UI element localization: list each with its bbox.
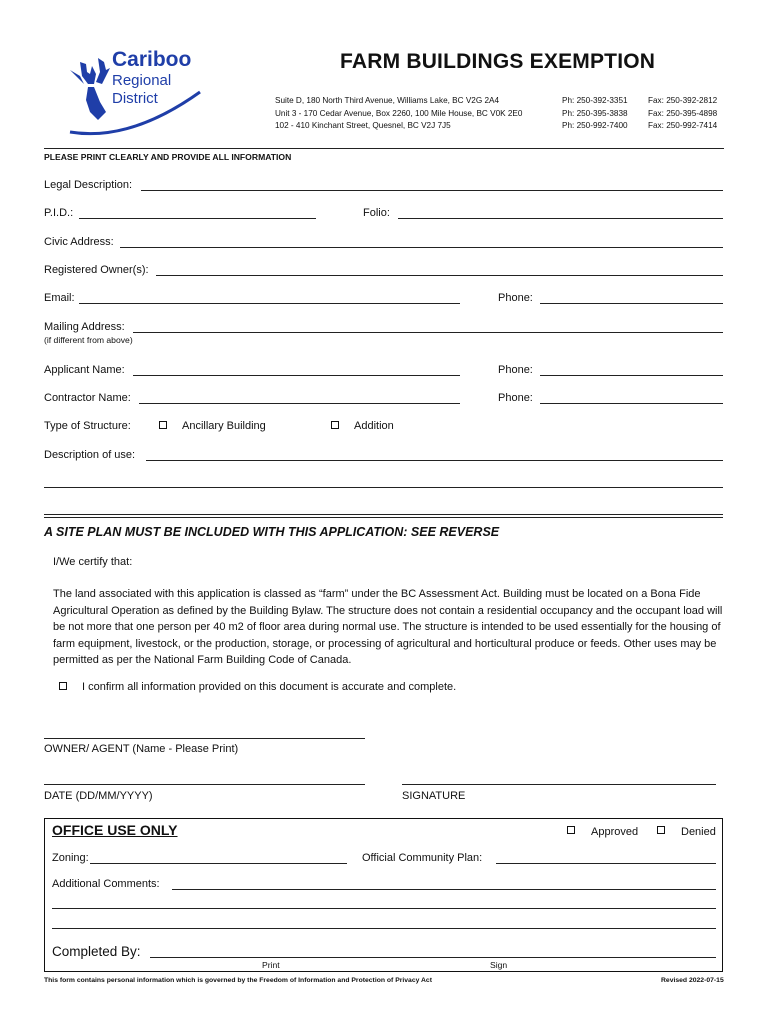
description-of-use-label: Description of use: (44, 449, 136, 461)
logo-text-1: Cariboo (112, 48, 192, 71)
logo-text-2: Regional (112, 72, 172, 89)
ancillary-building-checkbox[interactable] (159, 421, 167, 429)
approved-label: Approved (591, 826, 639, 838)
email-field[interactable] (79, 303, 460, 304)
folio-label: Folio: (363, 207, 390, 219)
legal-description-field[interactable] (141, 190, 723, 191)
office-use-box (44, 818, 723, 972)
comments-label: Additional Comments: (52, 878, 160, 890)
registered-owners-label: Registered Owner(s): (44, 264, 149, 276)
header-divider (44, 148, 724, 149)
contractor-name-field[interactable] (139, 403, 460, 404)
confirm-label: I confirm all information provided on this document is accurate and complete. (82, 681, 457, 693)
certify-intro: I/We certify that: (53, 556, 133, 568)
description-of-use-field[interactable] (146, 460, 723, 461)
fax-line: Fax: 250-392-2812 (648, 96, 718, 105)
date-field[interactable] (44, 784, 365, 785)
folio-field[interactable] (398, 218, 723, 219)
office-use-heading: OFFICE USE ONLY (52, 822, 178, 838)
ancillary-building-label: Ancillary Building (182, 420, 266, 432)
zoning-field[interactable] (90, 863, 347, 864)
date-label: DATE (DD/MM/YYYY) (44, 790, 153, 802)
confirm-checkbox[interactable] (59, 682, 67, 690)
type-of-structure-label: Type of Structure: (44, 420, 131, 432)
addition-label: Addition (354, 420, 394, 432)
denied-label: Denied (681, 826, 716, 838)
privacy-notice: This form contains personal information which is governed by the Freedom of Information and Protection of Privacy Act (44, 977, 432, 984)
sign-label: Sign (490, 960, 508, 970)
print-label: Print (262, 960, 280, 970)
pid-label: P.I.D.: (44, 207, 74, 219)
civic-address-label: Civic Address: (44, 236, 114, 248)
address-line: Unit 3 - 170 Cedar Avenue, Box 2260, 100 Mile House, BC V0K 2E0 (275, 108, 523, 118)
pid-field[interactable] (79, 218, 316, 219)
phone-line: Ph: 250-392-3351 (562, 96, 628, 105)
mailing-address-label: Mailing Address: (44, 321, 125, 333)
comments-field-2[interactable] (52, 908, 716, 909)
revision-date: Revised 2022-07-15 (661, 977, 724, 984)
phone-label: Phone: (498, 292, 533, 304)
denied-checkbox[interactable] (657, 826, 665, 834)
logo-text-3: District (112, 90, 158, 107)
address-line: 102 - 410 Kinchant Street, Quesnel, BC V2J 7J5 (275, 121, 451, 130)
fax-line: Fax: 250-992-7414 (648, 121, 718, 130)
completed-by-field[interactable] (150, 957, 716, 958)
office-faxes (648, 95, 717, 133)
applicant-phone-label: Phone: (498, 364, 533, 376)
email-label: Email: (44, 292, 75, 304)
legal-description-label: Legal Description: (44, 179, 133, 191)
contractor-name-label: Contractor Name: (44, 392, 131, 404)
applicant-phone-field[interactable] (540, 375, 723, 376)
office-addresses (275, 95, 522, 133)
applicant-name-field[interactable] (133, 375, 460, 376)
contractor-phone-label: Phone: (498, 392, 533, 404)
phone-line: Ph: 250-395-3838 (562, 108, 628, 118)
zoning-label: Zoning: (52, 852, 89, 864)
address-line: Suite D, 180 North Third Avenue, Williams Lake, BC V2G 2A4 (275, 96, 500, 105)
owner-agent-field[interactable] (44, 738, 365, 739)
signature-label: SIGNATURE (402, 790, 466, 802)
registered-owners-field[interactable] (156, 275, 723, 276)
instructions: PLEASE PRINT CLEARLY AND PROVIDE ALL INFORMATION (44, 152, 292, 162)
owner-agent-label: OWNER/ AGENT (Name - Please Print) (44, 743, 239, 755)
section-divider-2 (44, 517, 723, 518)
site-plan-heading: A SITE PLAN MUST BE INCLUDED WITH THIS APPLICATION: SEE REVERSE (44, 525, 500, 539)
approved-checkbox[interactable] (567, 826, 575, 834)
applicant-name-label: Applicant Name: (44, 364, 125, 376)
fax-line: Fax: 250-395-4898 (648, 108, 718, 118)
office-phones (562, 95, 628, 133)
signature-field[interactable] (402, 784, 716, 785)
comments-field-3[interactable] (52, 928, 716, 929)
phone-line: Ph: 250-992-7400 (562, 121, 628, 130)
logo (60, 42, 210, 140)
mailing-address-field[interactable] (133, 332, 723, 333)
section-divider (44, 514, 723, 515)
ocp-label: Official Community Plan: (362, 852, 483, 864)
phone-field[interactable] (540, 303, 723, 304)
civic-address-field[interactable] (120, 247, 723, 248)
addition-checkbox[interactable] (331, 421, 339, 429)
comments-field[interactable] (172, 889, 716, 890)
contractor-phone-field[interactable] (540, 403, 723, 404)
certify-paragraph: The land associated with this application is classed as “farm” under the BC Assessment Act. Building must be located on a Bona Fide Agricultural Operation as defined by the Building Bylaw. The structure does not contain a residential occupancy and the occupant load will be not more that one person per 40 m2 of floor area during normal use. The structure is intended to be used essentially for the housing of farm equipment, livestock, or the production, storage, or processing of agricultural and horticultural produce or feeds. Other uses may be permitted as per the National Farm Building Code of Canada. (53, 588, 723, 666)
mailing-address-note: (if different from above) (44, 335, 133, 345)
ocp-field[interactable] (496, 863, 716, 864)
page-title: FARM BUILDINGS EXEMPTION (340, 50, 656, 73)
description-of-use-field-2[interactable] (44, 487, 723, 488)
completed-by-label: Completed By: (52, 944, 141, 959)
